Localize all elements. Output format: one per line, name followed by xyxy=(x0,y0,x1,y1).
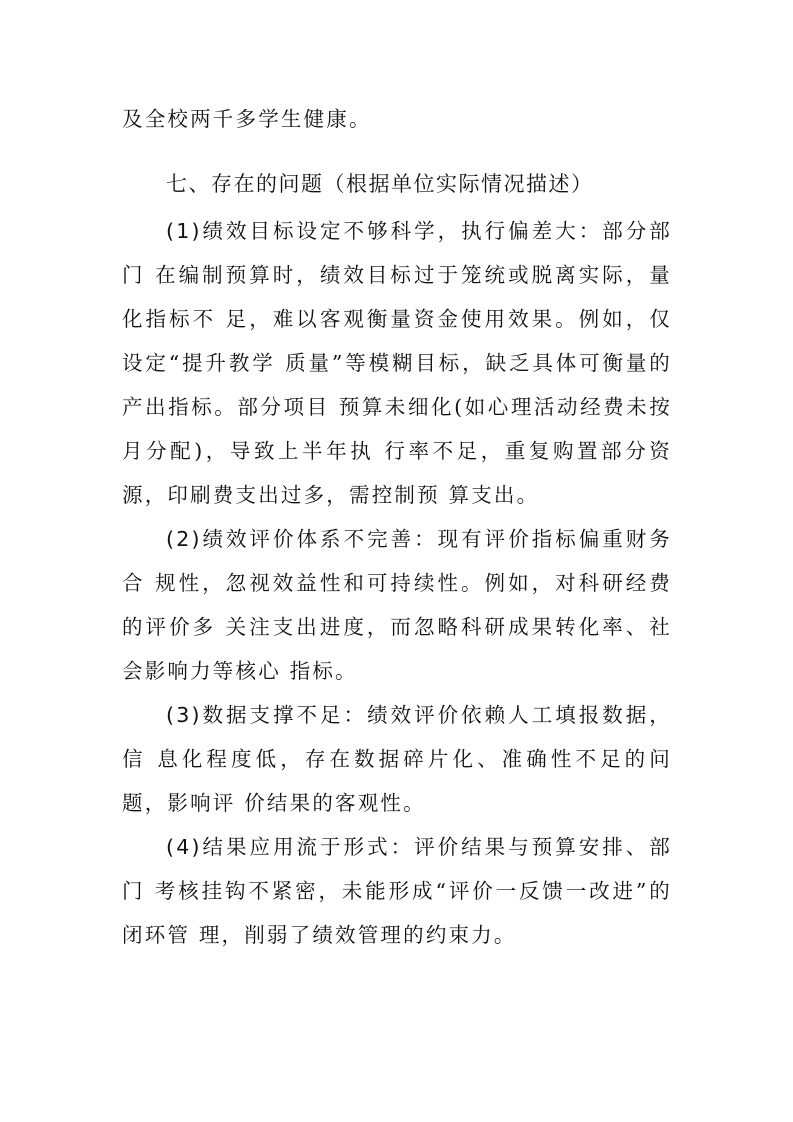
issue-3-lead: (3)数据支撑不足： xyxy=(166,703,368,727)
issue-4-lead: (4)结果应用流于形式： xyxy=(166,835,415,859)
issue-4-body: 评价结果与预算安排、部门 考核挂钩不紧密，未能形成“评价一反馈一改进”的闭环管 理，削弱了绩效管理的约束力。 xyxy=(122,835,672,947)
issue-paragraph-2 xyxy=(122,517,672,693)
issue-paragraph-4 xyxy=(122,825,672,957)
issue-2-body: 现有评价指标偏重财务合 规性，忽视效益性和可持续性。例如，对科研经费的评价多 关注支出进度，而忽略科研成果转化率、社会影响力等核心 指标。 xyxy=(122,527,673,683)
issue-2-lead: (2)绩效评价体系不完善： xyxy=(166,527,438,551)
issue-1-body: 部分部门 在编制预算时，绩效目标过于笼统或脱离实际，量化指标不 足，难以客观衡量资金使用效果。例如，仅设定“提升教学 质量”等模糊目标，缺乏具体可衡量的产出指标。部分项目 预算未细化(如心理活动经费未按月分配)，导致上半年执 行率不足，重复购置部分资源，印刷费支出过多，需控制预 算支出。 xyxy=(122,219,672,507)
continued-paragraph xyxy=(122,97,672,141)
issue-3-body: 绩效评价依赖人工填报数据，信 息化程度低，存在数据碎片化、准确性不足的问题，影响评 价结果的客观性。 xyxy=(122,703,672,815)
section-heading: 七、存在的问题（根据单位实际情况描述） xyxy=(166,172,594,196)
issue-paragraph-1 xyxy=(122,209,672,517)
issue-paragraph-3 xyxy=(122,693,672,825)
continued-text: 及全校两千多学生健康。 xyxy=(122,107,372,131)
issue-1-lead: (1)绩效目标设定不够科学，执行偏差大： xyxy=(166,219,603,243)
